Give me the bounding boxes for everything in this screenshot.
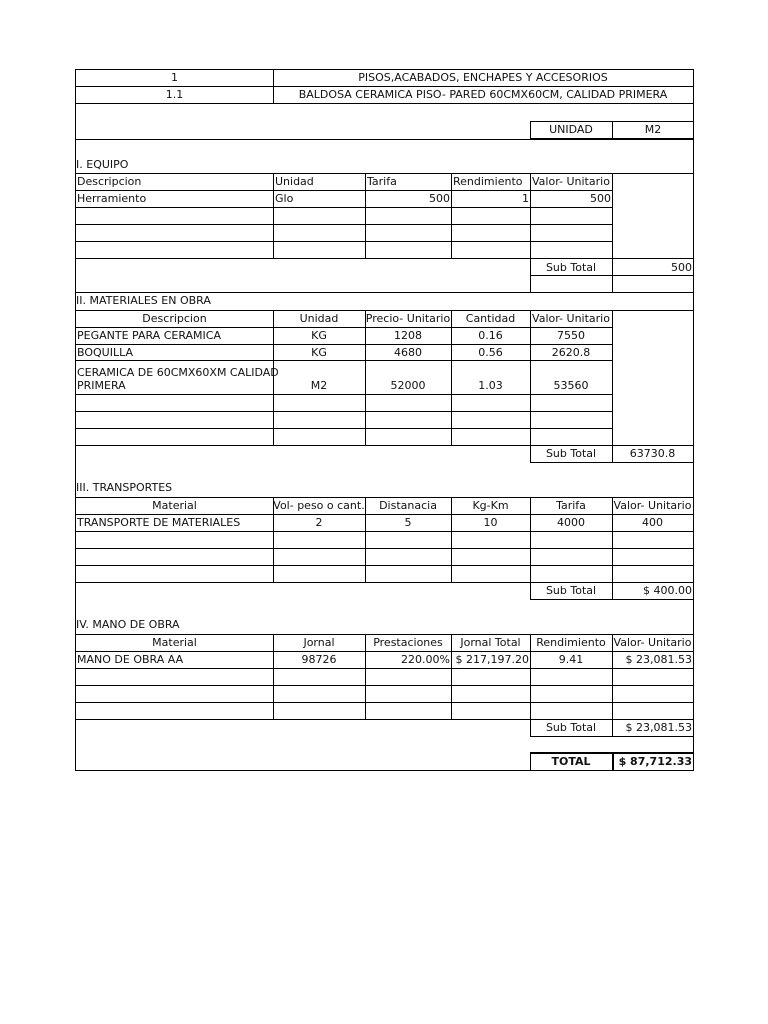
subitem-number: 1.1 <box>165 88 184 101</box>
transportes-line <box>76 565 693 566</box>
transportes-line <box>76 548 693 549</box>
mano-obra-header-prestaciones: Prestaciones <box>373 636 443 649</box>
equipo-section-edge <box>693 275 694 309</box>
mano-obra-header-jornal: Jornal <box>303 636 335 649</box>
mano-obra-subtotal-top <box>530 736 693 737</box>
equipo-title: I. EQUIPO <box>76 158 129 171</box>
materiales-line <box>76 327 612 328</box>
equipo-subtotal-value: 500 <box>671 261 692 274</box>
item-number: 1 <box>171 71 178 84</box>
transportes-row-material: TRANSPORTE DE MATERIALES <box>77 516 241 529</box>
mano-obra-header-material: Material <box>152 636 197 649</box>
equipo-row-tarifa: 500 <box>429 192 450 205</box>
materiales-line <box>76 411 612 412</box>
total-value: $ 87,712.33 <box>618 755 692 768</box>
materiales-title: II. MATERIALES EN OBRA <box>76 294 211 307</box>
materiales-row2-descripcion: BOQUILLA <box>77 346 133 359</box>
mano-obra-line <box>76 668 693 669</box>
transportes-subtotal-top <box>530 599 693 600</box>
mano-obra-line <box>76 685 693 686</box>
equipo-col-divider <box>365 173 366 258</box>
transportes-row-tarifa: 4000 <box>557 516 585 529</box>
materiales-header-valor: Valor- Unitario <box>532 312 610 325</box>
materiales-row1-precio: 1208 <box>394 329 422 342</box>
materiales-subtotal-value: 63730.8 <box>629 447 676 460</box>
materiales-row3-descripcion-line2: PRIMERA <box>77 379 126 392</box>
equipo-line <box>76 207 612 208</box>
materiales-line <box>76 344 612 345</box>
materiales-bottom-line <box>76 445 693 446</box>
equipo-row-valor: 500 <box>590 192 611 205</box>
equipo-bottom-line <box>76 258 693 259</box>
materiales-col-divider <box>612 310 613 445</box>
equipo-col-divider <box>612 173 613 258</box>
materiales-header-precio: Precio- Unitario <box>365 312 451 325</box>
total-label: TOTAL <box>551 755 591 768</box>
mano-obra-line <box>76 702 693 703</box>
equipo-col-divider <box>693 173 694 258</box>
materiales-col-divider <box>693 310 694 445</box>
equipo-line <box>76 241 612 242</box>
header-row-divider <box>76 86 693 87</box>
transportes-row-kgkm: 10 <box>483 516 498 529</box>
equipo-col-divider <box>451 173 452 258</box>
header-bottom-line <box>76 103 693 104</box>
transportes-header-valor: Valor- Unitario <box>613 499 692 512</box>
unit-value: M2 <box>644 123 662 136</box>
mano-obra-row-jornal: 98726 <box>301 653 337 666</box>
transportes-top-line <box>76 497 693 498</box>
materiales-subtotal-top <box>530 462 693 463</box>
transportes-header-vol: Vol- peso o cant. <box>273 499 365 512</box>
mano-obra-row-prestaciones: 220.00% <box>401 653 450 666</box>
equipo-section-end <box>76 292 693 293</box>
equipo-header-rendimiento: Rendimiento <box>453 175 523 188</box>
mano-obra-row-material: MANO DE OBRA AA <box>77 653 184 666</box>
unit-section-edge <box>693 139 694 173</box>
mano-obra-top-line <box>76 634 693 635</box>
mano-obra-line <box>76 651 693 652</box>
materiales-row2-valor: 2620.8 <box>551 346 591 359</box>
transportes-row-vol: 2 <box>315 516 323 529</box>
mano-obra-header-jornal-total: Jornal Total <box>460 636 521 649</box>
transportes-header-tarifa: Tarifa <box>556 499 586 512</box>
materiales-line <box>76 428 612 429</box>
materiales-subtotal-label: Sub Total <box>545 447 597 460</box>
materiales-row2-unidad: KG <box>311 346 327 359</box>
transportes-header-kgkm: Kg-Km <box>472 499 509 512</box>
equipo-header-valor: Valor- Unitario <box>532 175 610 188</box>
transportes-bottom-line <box>76 582 693 583</box>
materiales-row1-cantidad: 0.16 <box>478 329 503 342</box>
equipo-header-descripcion: Descripcion <box>77 175 142 188</box>
materiales-row3-valor: 53560 <box>553 379 589 392</box>
materiales-row2-cantidad: 0.56 <box>478 346 503 359</box>
materiales-line <box>76 360 612 361</box>
materiales-header-cantidad: Cantidad <box>465 312 516 325</box>
transportes-header-material: Material <box>152 499 197 512</box>
mano-obra-row-rendimiento: 9.41 <box>558 653 584 666</box>
transportes-line <box>76 514 693 515</box>
materiales-top-line <box>76 310 693 311</box>
subitem-title: BALDOSA CERAMICA PISO- PARED 60CMX60CM, CALIDAD PRIMERA <box>298 88 668 101</box>
mano-obra-bottom-line <box>76 719 693 720</box>
materiales-row1-valor: 7550 <box>557 329 585 342</box>
equipo-row-unidad: Glo <box>275 192 294 205</box>
mano-obra-row-jornal-total: $ 217,197.20 <box>455 653 529 666</box>
mano-obra-header-valor: Valor- Unitario <box>613 636 692 649</box>
equipo-row-descripcion: Herramiento <box>77 192 147 205</box>
unit-label: UNIDAD <box>549 123 593 136</box>
equipo-header-unidad: Unidad <box>275 175 314 188</box>
equipo-header-tarifa: Tarifa <box>367 175 397 188</box>
item-title: PISOS,ACABADOS, ENCHAPES Y ACCESORIOS <box>358 71 608 84</box>
transportes-row-distancia: 5 <box>404 516 412 529</box>
materiales-row1-unidad: KG <box>311 329 327 342</box>
transportes-subtotal-value: $ 400.00 <box>643 584 692 597</box>
equipo-col-divider <box>530 173 531 258</box>
materiales-row3-descripcion-line1: CERAMICA DE 60CMX60XM CALIDAD <box>77 366 279 379</box>
materiales-row3-cantidad: 1.03 <box>478 379 503 392</box>
equipo-top-line <box>76 173 693 174</box>
transportes-row-valor: 400 <box>642 516 663 529</box>
transportes-subtotal-label: Sub Total <box>545 584 597 597</box>
mano-obra-header-rendimiento: Rendimiento <box>536 636 606 649</box>
mano-obra-subtotal-value: $ 23,081.53 <box>625 721 692 734</box>
equipo-line <box>76 224 612 225</box>
materiales-row3-unidad: M2 <box>310 379 328 392</box>
materiales-row2-precio: 4680 <box>394 346 422 359</box>
mano-obra-subtotal-label: Sub Total <box>545 721 597 734</box>
transportes-line <box>76 531 693 532</box>
equipo-col-divider <box>273 173 274 258</box>
mano-obra-title: IV. MANO DE OBRA <box>76 618 180 631</box>
equipo-row-rendimiento: 1 <box>522 192 529 205</box>
equipo-line <box>76 190 612 191</box>
materiales-line <box>76 394 612 395</box>
equipo-subtotal-label: Sub Total <box>545 261 597 274</box>
unit-section-line <box>76 139 693 140</box>
materiales-header-descripcion: Descripcion <box>142 312 207 325</box>
cost-analysis-sheet <box>75 69 694 771</box>
materiales-row3-precio: 52000 <box>390 379 426 392</box>
transportes-header-distancia: Distanacia <box>379 499 437 512</box>
transportes-title: III. TRANSPORTES <box>76 481 173 494</box>
mano-obra-row-valor: $ 23,081.53 <box>625 653 692 666</box>
materiales-row1-descripcion: PEGANTE PARA CERAMICA <box>77 329 221 342</box>
materiales-header-unidad: Unidad <box>299 312 339 325</box>
